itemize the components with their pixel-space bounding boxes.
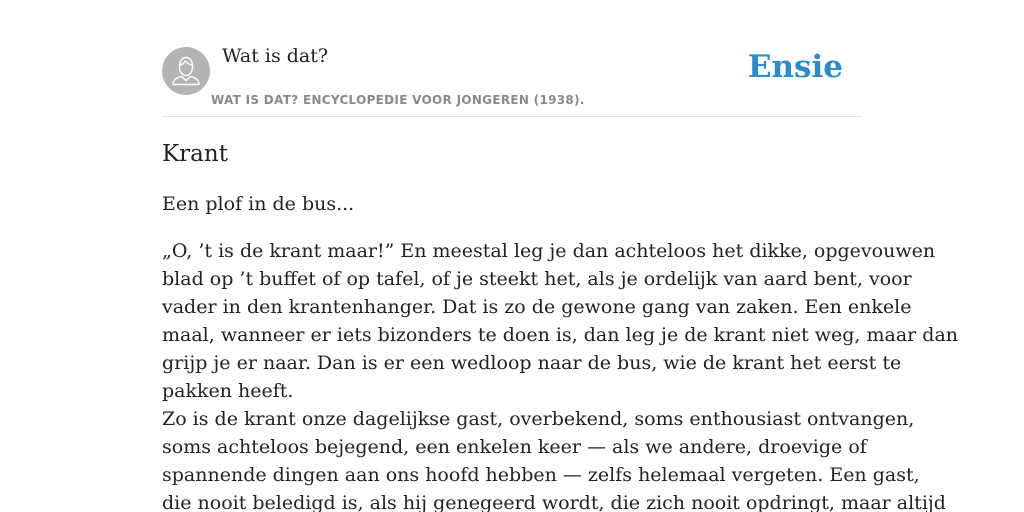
person-icon xyxy=(162,47,210,95)
paragraph-line: blad op ’t buffet of op tafel, of je steekt het, als je ordelijk van aard bent, voor xyxy=(162,268,912,290)
avatar[interactable] xyxy=(162,47,210,95)
source-header xyxy=(162,0,862,117)
paragraph-line: grijp je er naar. Dan is er een wedloop naar de bus, wie de krant het eerst te xyxy=(162,352,902,374)
article-paragraph-2 xyxy=(162,405,946,512)
paragraph-line: soms achteloos bejegend, een enkelen keer — als we andere, droevige of xyxy=(162,436,867,458)
article-lead: Een plof in de bus... xyxy=(162,193,355,215)
paragraph-line: spannende dingen aan ons hoofd hebben — zelfs helemaal vergeten. Een gast, xyxy=(162,464,920,486)
article xyxy=(162,136,959,512)
paragraph-line: pakken heeft. xyxy=(162,380,294,402)
paragraph-line: maal, wanneer er iets bizonders te doen is, dan leg je de krant niet weg, maar dan xyxy=(162,324,959,346)
paragraph-line: die nooit beledigd is, als hij genegeerd wordt, die zich nooit opdringt, maar altijd xyxy=(162,492,946,512)
article-paragraph-1 xyxy=(162,237,959,405)
paragraph-line: vader in den krantenhanger. Dat is zo de gewone gang van zaken. Een enkele xyxy=(162,296,912,318)
source-subtitle: WAT IS DAT? ENCYCLOPEDIE VOOR JONGEREN (1938). xyxy=(211,93,585,107)
paragraph-line: „O, ’t is de krant maar!” En meestal leg je dan achteloos het dikke, opgevouwen xyxy=(162,240,936,262)
ensie-logo-link[interactable]: Ensie xyxy=(747,49,843,85)
article-title: Krant xyxy=(162,141,228,167)
paragraph-line: Zo is de krant onze dagelijkse gast, overbekend, soms enthousiast ontvangen, xyxy=(162,408,915,430)
source-title[interactable]: Wat is dat? xyxy=(222,45,329,67)
